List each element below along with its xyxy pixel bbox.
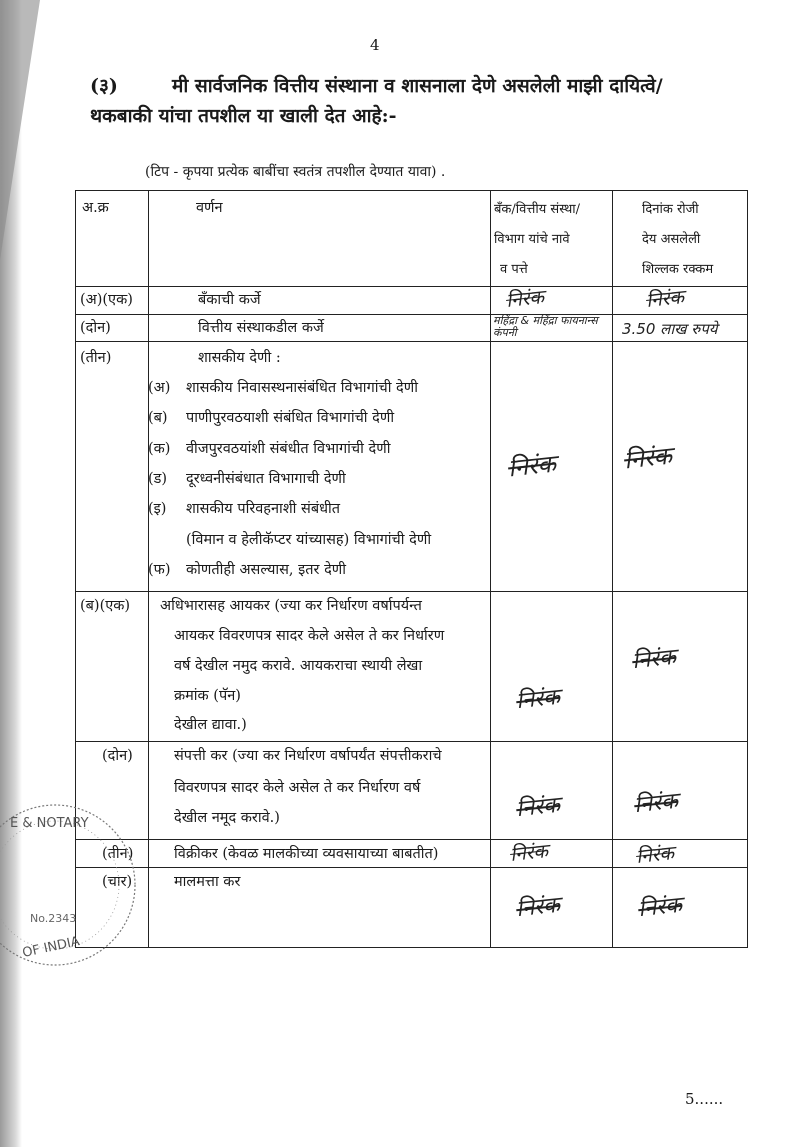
row-divider — [76, 741, 747, 742]
header-bank-line: बँक/वित्तीय संस्था/ — [494, 202, 581, 217]
stamp-bottom-text: OF INDIA — [21, 934, 82, 961]
subitem-text: पाणीपुरवठयाशी संबंधित विभागांची देणी — [186, 410, 395, 426]
subitem-text: शासकीय परिवहनाशी संबंधीत — [186, 501, 341, 517]
column-divider — [490, 191, 491, 947]
row-description: विवरणपत्र सादर केले असेल ते कर निर्धारण वर्ष — [174, 780, 421, 796]
subitem-text: कोणतीही असल्यास, इतर देणी — [186, 562, 347, 578]
column-divider — [612, 191, 613, 947]
handwritten-amount: निरंक — [635, 842, 675, 868]
page-number: 4 — [370, 36, 380, 54]
handwritten-bank: निरंक — [506, 449, 558, 483]
row-description: संपत्ती कर (ज्या कर निर्धारण वर्षापर्यंत संपत्तीकराचे — [174, 748, 442, 764]
handwritten-amount: 3.50 लाख रुपये — [622, 320, 718, 338]
row-description: बँकाची कर्जे — [198, 292, 261, 308]
header-description: वर्णन — [196, 200, 223, 216]
row-description: मालमत्ता कर — [174, 874, 241, 890]
row-description: शासकीय देणी : — [198, 350, 281, 366]
handwritten-amount: निरंक — [645, 286, 685, 312]
row-divider — [76, 591, 747, 592]
handwritten-bank: निरंक — [514, 792, 562, 823]
handwritten-amount: निरंक — [630, 644, 678, 675]
subitem-text: (विमान व हेलीकॅप्टर यांच्यासह) विभागांची देणी — [186, 532, 432, 548]
handwritten-bank: निरंक — [514, 892, 562, 923]
subitem-text: वीजपुरवठयांशी संबंधीत विभागांची देणी — [186, 441, 391, 457]
handwritten-amount: निरंक — [622, 441, 674, 475]
liabilities-table — [75, 190, 748, 948]
row-description: वर्ष देखील नमुद करावे. आयकराचा स्थायी लेखा — [174, 658, 423, 674]
subitem-text: शासकीय निवासस्थनासंबंधित विभागांची देणी — [186, 380, 418, 396]
heading-number: (३) — [90, 75, 118, 97]
subitem-label: (इ) — [148, 501, 167, 517]
note: (टिप - कृपया प्रत्येक बाबींचा स्वतंत्र तपशील देण्यात यावा) . — [145, 164, 446, 180]
row-description: आयकर विवरणपत्र सादर केले असेल ते कर निर्धारण — [174, 628, 445, 644]
heading-line-2: थकबाकी यांचा तपशील या खाली देत आहे:- — [90, 105, 397, 127]
header-amount-line: दिनांक रोजी — [642, 202, 699, 217]
handwritten-amount: निरंक — [632, 788, 680, 819]
row-serial: (दोन) — [102, 748, 133, 764]
row-serial: (तीन) — [80, 350, 112, 366]
notary-stamp — [0, 800, 160, 970]
stamp-top-text: E & NOTARY — [10, 816, 89, 831]
row-description: वित्तीय संस्थाकडील कर्जे — [198, 320, 324, 336]
row-serial: (अ)(एक) — [80, 292, 133, 308]
row-description: क्रमांक (पॅन) — [174, 688, 241, 704]
subitem-label: (ड) — [148, 471, 168, 487]
subitem-label: (ब) — [148, 410, 168, 426]
header-bank-line: व पत्ते — [500, 262, 528, 277]
row-serial: (चार) — [102, 874, 133, 890]
handwritten-bank: निरंक — [509, 840, 549, 866]
header-amount-line: शिल्लक रक्कम — [642, 262, 714, 277]
subitem-label: (अ) — [148, 380, 171, 396]
stamp-middle-text: No.2343 — [30, 912, 77, 925]
row-divider — [76, 314, 747, 315]
row-serial: (ब)(एक) — [80, 598, 131, 614]
header-serial: अ.क्र — [82, 200, 109, 216]
subitem-label: (फ) — [148, 562, 171, 578]
header-amount-line: देय असलेली — [642, 232, 701, 247]
row-description: देखील द्यावा.) — [174, 717, 247, 733]
subitem-label: (क) — [148, 441, 171, 457]
row-serial: (तीन) — [102, 846, 134, 862]
handwritten-bank: निरंक — [514, 684, 562, 715]
subitem-text: दूरध्वनीसंबंधात विभागाची देणी — [186, 471, 346, 487]
handwritten-bank: महिंद्रा & महिंद्रा फायनान्स कंपनी — [493, 314, 598, 339]
row-description: अधिभारासह आयकर (ज्या कर निर्धारण वर्षापर्यन्त — [160, 598, 422, 614]
row-description: देखील नमूद करावे.) — [174, 810, 280, 826]
heading-line-1: मी सार्वजनिक वित्तीय संस्थाना व शासनाला देणे असलेली माझी दायित्वे/ — [172, 75, 663, 97]
handwritten-amount: निरंक — [636, 892, 684, 923]
scan-corner-shadow — [0, 0, 40, 260]
row-divider — [76, 839, 747, 840]
row-divider — [76, 341, 747, 342]
next-page-indicator: 5...... — [685, 1090, 724, 1108]
header-bank-line: विभाग यांचे नावे — [494, 232, 570, 247]
row-description: विक्रीकर (केवळ मालकीच्या व्यवसायाच्या बाबतीत) — [174, 846, 439, 862]
row-serial: (दोन) — [80, 320, 111, 336]
handwritten-bank: निरंक — [505, 286, 545, 312]
